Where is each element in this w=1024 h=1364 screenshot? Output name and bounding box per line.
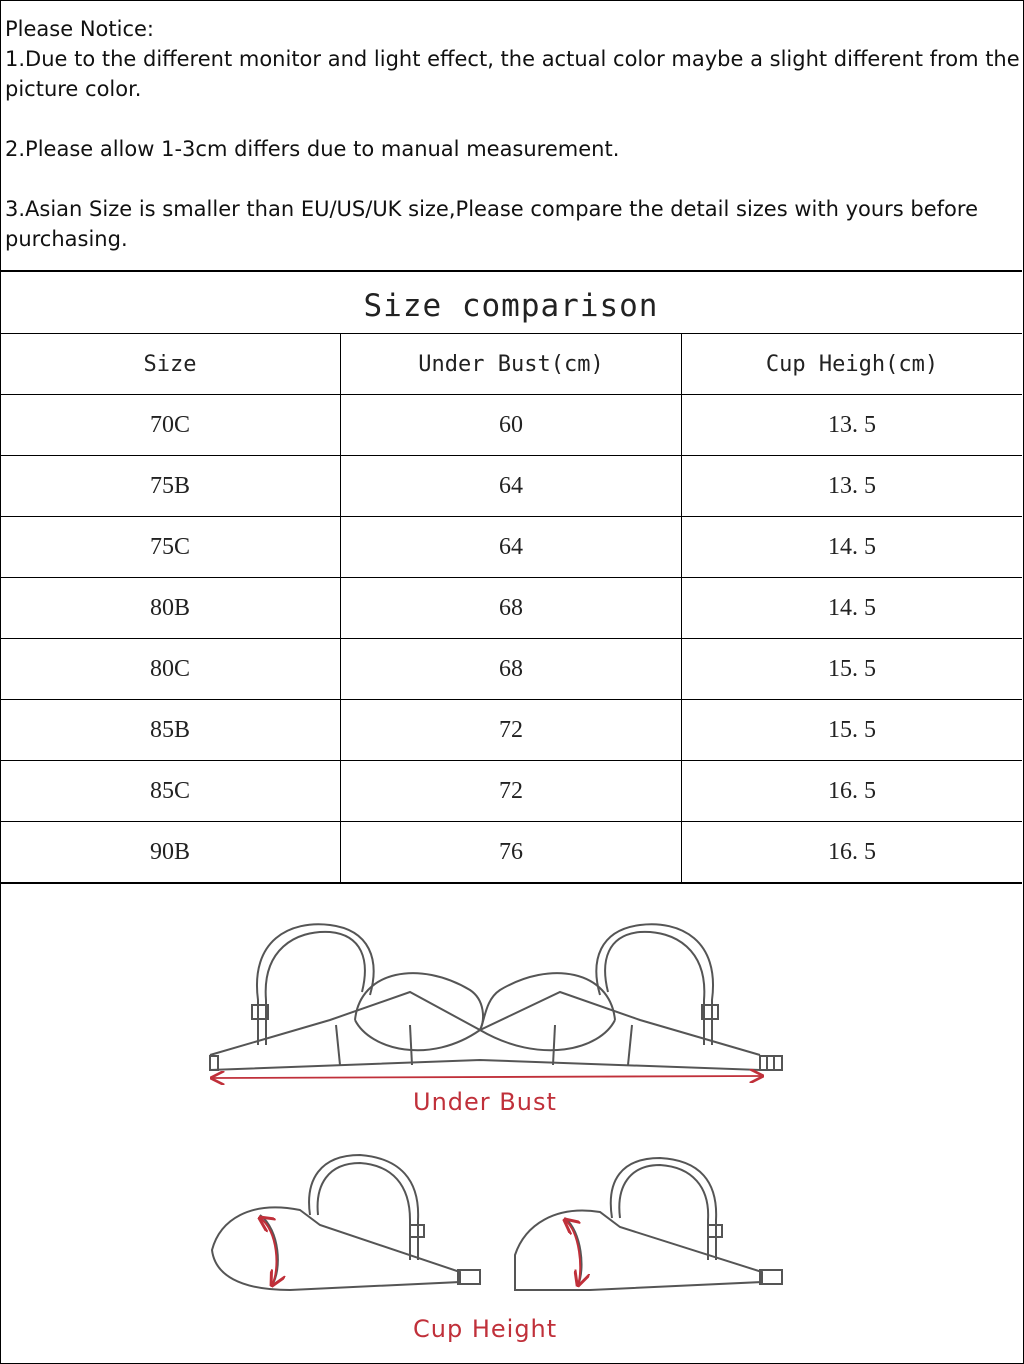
- cell-size: 75C: [0, 517, 341, 577]
- cell-under-bust: 64: [341, 517, 682, 577]
- header-under-bust: Under Bust(cm): [341, 334, 682, 394]
- table-row: [0, 456, 1022, 517]
- cell-size: 70C: [0, 395, 341, 455]
- cell-cup-height: 15. 5: [828, 716, 876, 743]
- notice-line-2: 2.Please allow 1-3cm differs due to manual measurement.: [5, 137, 620, 161]
- cell-cup-height: 14. 5: [828, 594, 876, 621]
- table-row: [0, 517, 1022, 578]
- measurement-diagram: [0, 880, 1022, 1362]
- front-bra-outline: [210, 924, 782, 1070]
- table-row: [0, 639, 1022, 700]
- cell-size: 90B: [0, 822, 341, 882]
- cell-under-bust: 76: [341, 822, 682, 882]
- under-bust-label: Under Bust: [413, 1088, 557, 1116]
- cell-cup-height: 16. 5: [828, 838, 876, 865]
- header-cup-height: Cup Heigh(cm): [765, 351, 939, 377]
- cell-cup-height: 14. 5: [828, 533, 876, 560]
- notice-heading: Please Notice:: [5, 17, 154, 41]
- cell-cup-height: 15. 5: [828, 655, 876, 682]
- size-table: [0, 334, 1022, 884]
- notice-line-1: 1.Due to the different monitor and light effect, the actual color maybe a slight different from the picture color.: [5, 47, 1020, 101]
- cell-cup-height: 13. 5: [828, 411, 876, 438]
- bra-illustration: [0, 880, 1022, 1362]
- cell-under-bust: 60: [341, 395, 682, 455]
- under-bust-arrow: [212, 1076, 762, 1078]
- cell-under-bust: 68: [341, 578, 682, 638]
- side-bra-outline-right: [515, 1158, 782, 1290]
- cell-size: 80C: [0, 639, 341, 699]
- table-row: [0, 578, 1022, 639]
- side-bra-outline-left: [212, 1155, 480, 1290]
- table-row: [0, 822, 1022, 884]
- cell-size: 75B: [0, 456, 341, 516]
- cell-cup-height: 13. 5: [828, 472, 876, 499]
- cup-height-label: Cup Height: [413, 1315, 558, 1343]
- table-row: [0, 700, 1022, 761]
- table-header-row: [0, 334, 1022, 395]
- cup-height-arrow-left: [260, 1218, 276, 1285]
- table-title: Size comparison: [0, 274, 1022, 334]
- cell-under-bust: 64: [341, 456, 682, 516]
- cell-under-bust: 68: [341, 639, 682, 699]
- notice-line-3: 3.Asian Size is smaller than EU/US/UK size,Please compare the detail sizes with yours before purchasing.: [5, 197, 978, 251]
- table-row: [0, 761, 1022, 822]
- cell-under-bust: 72: [341, 761, 682, 821]
- cell-size: 85C: [0, 761, 341, 821]
- cell-size: 80B: [0, 578, 341, 638]
- notice-section: [0, 0, 1022, 272]
- header-size: Size: [0, 334, 341, 394]
- cell-cup-height: 16. 5: [828, 777, 876, 804]
- table-row: [0, 395, 1022, 456]
- cell-size: 85B: [0, 700, 341, 760]
- cell-under-bust: 72: [341, 700, 682, 760]
- cup-height-arrow-right: [565, 1220, 580, 1285]
